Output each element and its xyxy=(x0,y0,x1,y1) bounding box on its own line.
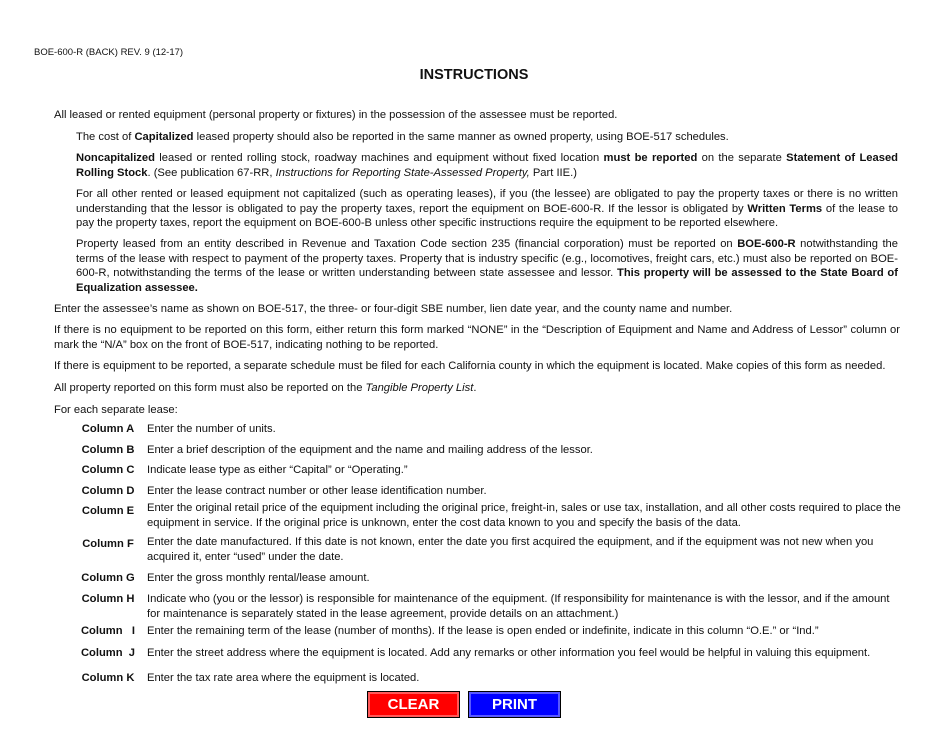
noncapitalized-paragraph xyxy=(76,151,898,180)
column-text: Enter the gross monthly rental/lease amount. xyxy=(147,572,370,584)
text-run: All property reported on this form must also be reported on the xyxy=(54,382,366,394)
text-run: . xyxy=(473,382,477,394)
text-run: Property leased from an entity described in Revenue and Taxation Code section 235 (financial corporation) must be reported on xyxy=(76,238,738,250)
assessee-name-paragraph: Enter the assessee’s name as shown on BOE-517, the three- or four-digit SBE number, lien date year, and the county name and number. xyxy=(54,303,733,315)
no-equipment-paragraph: If there is no equipment to be reported on this form, either return this form marked “NONE” in the “Description of Equipment and Name and Address of Lessor” column or mark the “N/A” box on the front of BOE-517, indicating nothing to be reported. xyxy=(54,324,900,351)
bold-text: Statement of Leased Rolling Stock xyxy=(76,152,898,179)
text-run: notwithstanding the terms of the lease with respect to payment of the property taxes. Property that is industry specific (e.g., locomotives, freight cars, etc.) must also be reported on BOE-600-R, notwithstanding the terms of the lease or written understanding between state assessee and lessor. xyxy=(76,238,899,280)
column-text: Enter the street address where the equipment is located. Add any remarks or other information you feel would be helpful in valuing this equipment. xyxy=(147,647,871,659)
each-lease-heading: For each separate lease: xyxy=(54,404,178,416)
intro-paragraph: All leased or rented equipment (personal property or fixtures) in the possession of the assessee must be reported. xyxy=(54,109,618,121)
clear-button[interactable]: CLEAR xyxy=(367,691,460,718)
column-text: Enter the tax rate area where the equipment is located. xyxy=(147,672,420,684)
column-label: Column I xyxy=(80,625,136,637)
column-label: Column B xyxy=(81,444,135,456)
separate-schedule-paragraph: If there is equipment to be reported, a separate schedule must be filed for each California county in which the equipment is located. Make copies of this form as needed. xyxy=(54,360,886,372)
column-label: Column J xyxy=(80,647,136,659)
column-text: Indicate lease type as either “Capital” or “Operating.” xyxy=(147,464,408,476)
column-label: Column C xyxy=(81,464,135,476)
bold-text: must be reported xyxy=(603,152,698,164)
financial-corporation-paragraph xyxy=(76,237,898,295)
column-text: Enter the lease contract number or other lease identification number. xyxy=(147,485,487,497)
page-title: INSTRUCTIONS xyxy=(419,67,529,83)
column-label: Column F xyxy=(82,538,134,550)
column-label: Column A xyxy=(81,423,135,435)
text-run: The cost of xyxy=(76,131,135,143)
bold-text: Capitalized xyxy=(134,131,194,143)
text-run: Part IIE.) xyxy=(529,166,577,179)
text-run: leased or rented rolling stock, roadway machines and equipment without fixed location xyxy=(154,152,604,164)
print-button[interactable]: PRINT xyxy=(468,691,561,718)
column-label: Column D xyxy=(81,485,135,497)
column-text: Enter a brief description of the equipment and the name and mailing address of the lessor. xyxy=(147,444,593,456)
text-run: of the lease to pay the property taxes, report the equipment on BOE-600-B unless other specific instructions require the equipment to be reported elsewhere. xyxy=(76,202,898,230)
column-label: Column H xyxy=(81,593,135,605)
column-text: Indicate who (you or the lessor) is responsible for maintenance of the equipment. (If responsibility for maintenance is with the lessor, and if the amount for maintenance is separately stated in the lease agreement, provide details on an attachment.) xyxy=(147,593,890,620)
column-text: Enter the remaining term of the lease (number of months). If the lease is open ended or indefinite, indicate in this column “O.E.” or “Ind.” xyxy=(147,625,819,637)
column-text: Enter the number of units. xyxy=(147,423,276,435)
tangible-property-paragraph xyxy=(54,381,900,396)
text-run: on the separate xyxy=(697,152,787,164)
column-label: Column G xyxy=(81,572,135,584)
column-text: Enter the original retail price of the equipment including the original price, freight-in, sales or use tax, installation, and all other costs required to place the equipment in service. If the original price is unknown, enter the cost data known to you and specify the basis of the data. xyxy=(147,502,901,529)
italic-text: Instructions for Reporting State-Assessed Property, xyxy=(275,166,530,179)
column-label: Column K xyxy=(81,672,135,684)
operating-lease-paragraph xyxy=(76,187,898,231)
column-label: Column E xyxy=(81,505,135,517)
text-run: For all other rented or leased equipment not capitalized (such as operating leases), if you (the lessee) are obligated to pay the property taxes or there is no written understanding that the lessor is obligated to pay the property taxes, report the equipment on BOE-600-R. If the lessor is obligated by xyxy=(76,188,898,215)
capitalized-paragraph xyxy=(76,130,898,145)
bold-text: This property will be assessed to the State Board of Equalization assessee. xyxy=(76,267,898,294)
form-id: BOE-600-R (BACK) REV. 9 (12-17) xyxy=(34,47,184,58)
text-run: leased property should also be reported in the same manner as owned property, using BOE-517 schedules. xyxy=(193,131,729,143)
column-text: Enter the date manufactured. If this date is not known, enter the date you first acquired the equipment, and if the equipment was not new when you acquired it, enter “used” under the date. xyxy=(147,536,874,563)
italic-text: Tangible Property List xyxy=(365,382,474,394)
bold-text: Written Terms xyxy=(747,202,823,215)
bold-text: BOE-600-R xyxy=(737,238,796,250)
text-run: . (See publication 67-RR, xyxy=(147,166,276,179)
bold-text: Noncapitalized xyxy=(76,152,155,164)
